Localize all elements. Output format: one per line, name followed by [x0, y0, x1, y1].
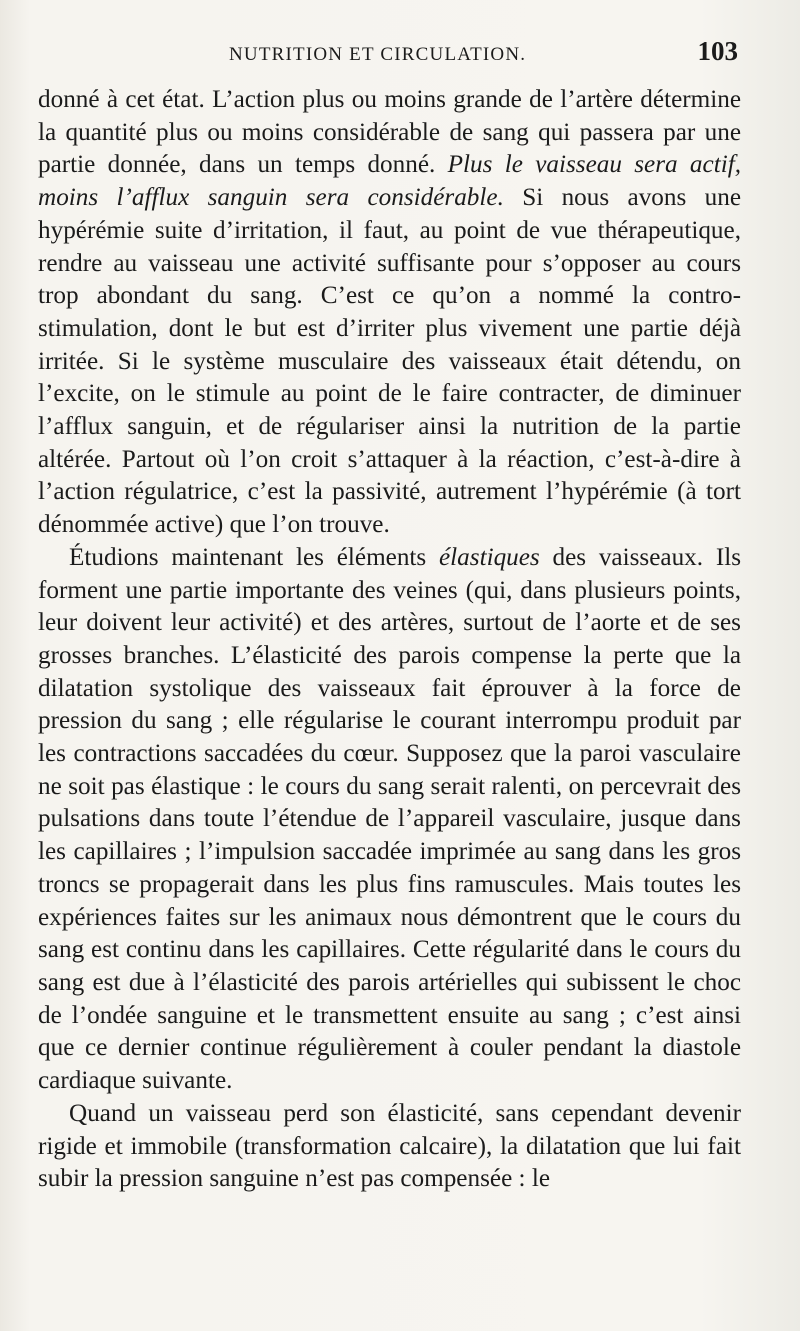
paragraph-1-text-2: Si nous avons une hypérémie suite d’irritation, il faut, au point de vue thérapeutique, rendre au vaisseau une activité suffisante pour s’opposer au cours trop abondant du sang. C’est ce qu’on a nommé la contro-stimulation, dont le but est d’irriter plus vivement une partie déjà irritée. Si le système musculaire des vaisseaux était détendu, on l’excite, on le stimule au point de le faire contracter, de diminuer l’afflux sanguin, et de régulariser ainsi la nutrition de la partie altérée. Partout où l’on croit s’attaquer à la réaction, c’est-à-dire à l’action régulatrice, c’est la passivité, autrement l’hypérémie (à tort dénommée active) que l’on trouve.	[38, 184, 741, 539]
running-head	[0, 36, 800, 76]
paragraph-1-text-1: donné à cet état. L’action plus ou moins grande de l’artère détermine la quantité plus ou moins considérable de sang qui passera par une partie donnée, dans un temps donné.	[38, 86, 741, 179]
body-text	[38, 84, 741, 1196]
paragraph-1	[38, 84, 741, 542]
paragraph-1-italic: Plus le vaisseau sera actif, moins l’afflux sanguin sera considérable.	[38, 151, 741, 212]
paragraph-3-text-1: Quand un vaisseau perd son élasticité, sans cependant devenir rigide et immobile (transformation calcaire), la dilatation que lui fait subir la pression sanguine n’est pas compensée : le	[38, 1099, 741, 1193]
paragraph-2-text-1: Étudions maintenant les éléments	[69, 543, 439, 571]
running-title: NUTRITION ET CIRCULATION.	[229, 44, 527, 65]
paragraph-2-italic: élastiques	[439, 543, 540, 571]
paragraph-2-text-2: des vaisseaux. Ils forment une partie importante des veines (qui, dans plusieurs points, leur doivent leur activité) et des artères, surtout de l’aorte et de ses grosses branches. L’élasticité des parois compense la perte que la dilatation systolique des vaisseaux fait éprouver à la force de pression du sang ; elle régularise le courant interrompu produit par les contractions saccadées du cœur. Supposez que la paroi vasculaire ne soit pas élastique : le cours du sang serait ralenti, on percevrait des pulsations dans toute l’étendue de l’appareil vasculaire, jusque dans les capillaires ; l’impulsion saccadée imprimée au sang dans les gros troncs se propagerait dans les plus fins ramuscules. Mais toutes les expériences faites sur les animaux nous démontrent que le cours du sang est continu dans les capillaires. Cette régularité dans le cours du sang est due à l’élasticité des parois artérielles qui subissent le choc de l’ondée sanguine et le transmettent ensuite au sang ; c’est ainsi que ce dernier continue régulièrement à couler pendant la diastole cardiaque suivante.	[38, 543, 742, 1095]
paragraph-3	[38, 1098, 741, 1196]
page-number: 103	[697, 36, 738, 66]
paragraph-2	[38, 542, 741, 1098]
